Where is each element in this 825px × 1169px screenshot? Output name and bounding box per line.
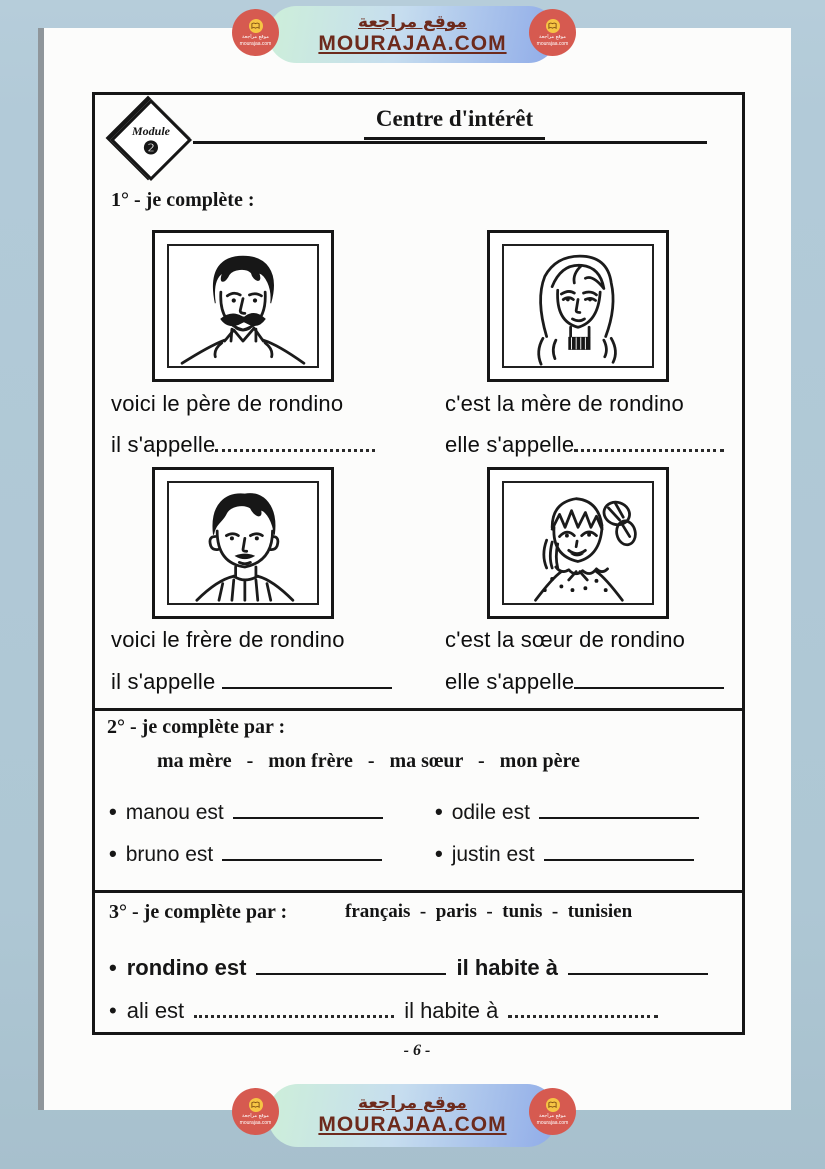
banner-site-link[interactable]: MOURAJAA.COM — [318, 32, 507, 56]
book-icon — [249, 1098, 263, 1112]
top-banner-pill — [268, 6, 557, 63]
fill-in-blank — [568, 953, 708, 975]
item-text: bruno est — [125, 843, 214, 866]
father-portrait-image — [167, 244, 319, 368]
sister-portrait-image — [502, 481, 654, 605]
exercise2-heading: 2° - je complète par : — [107, 716, 286, 738]
brother-portrait-image — [167, 481, 319, 605]
sister-prompt: elle s'appelle — [445, 669, 575, 694]
logo-arabic-text: موقع مراجعة — [539, 33, 566, 40]
module-badge — [105, 97, 197, 189]
mourajaa-logo[interactable] — [232, 1088, 279, 1135]
sister-caption: c'est la sœur de rondino — [445, 627, 686, 652]
page-title: Centre d'intérêt — [364, 106, 545, 140]
item-text: justin est — [451, 843, 535, 866]
bullet-icon: • — [435, 841, 443, 866]
bullet-icon: • — [435, 799, 443, 824]
exercise2-item — [109, 839, 382, 867]
mother-prompt: elle s'appelle — [445, 432, 575, 457]
section-divider — [95, 890, 742, 893]
fill-in-blank — [544, 839, 694, 861]
father-caption: voici le père de rondino — [111, 391, 344, 416]
banner-arabic-link[interactable]: موقع مراجعة — [358, 1092, 467, 1113]
module-number: ❷ — [142, 137, 160, 158]
logo-arabic-text: موقع مراجعة — [242, 33, 269, 40]
title-rule-line — [193, 141, 707, 144]
fill-in-blank — [222, 839, 382, 861]
mother-answer-line — [445, 429, 724, 458]
exercise3-row — [109, 953, 708, 981]
brother-answer-line — [111, 667, 392, 695]
module-label: Module — [131, 123, 170, 138]
brother-caption: voici le frère de rondino — [111, 627, 345, 652]
mother-portrait-image — [502, 244, 654, 368]
exercise3-heading: 3° - je complète par : — [109, 901, 288, 923]
banner-site-link[interactable]: MOURAJAA.COM — [318, 1113, 507, 1137]
father-answer-line — [111, 429, 375, 458]
page-number: - 6 - — [403, 1042, 431, 1059]
mourajaa-logo[interactable] — [529, 9, 576, 56]
book-icon — [249, 19, 263, 33]
logo-arabic-text: موقع مراجعة — [539, 1112, 566, 1119]
logo-site-text: mourajaa.com — [239, 1119, 272, 1126]
father-picture-frame — [152, 230, 334, 382]
fill-in-blank — [222, 667, 392, 689]
logo-site-text: mourajaa.com — [536, 1119, 569, 1126]
fill-in-blank — [508, 995, 658, 1018]
exercise3-word-bank: français - paris - tunis - tunisien — [345, 901, 633, 922]
fill-in-blank — [256, 953, 446, 975]
bullet-icon: • — [109, 841, 117, 866]
row-lead-text: ali est — [126, 998, 185, 1023]
exercise2-item — [435, 797, 699, 825]
section-divider — [95, 708, 742, 711]
row-lead-text: rondino est — [126, 955, 247, 980]
mourajaa-logo[interactable] — [232, 9, 279, 56]
mourajaa-logo[interactable] — [529, 1088, 576, 1135]
exercise2-item — [435, 839, 694, 867]
logo-arabic-text: موقع مراجعة — [242, 1112, 269, 1119]
mother-picture-frame — [487, 230, 669, 382]
bullet-icon: • — [109, 799, 117, 824]
fill-in-blank — [539, 797, 699, 819]
exercise2-item — [109, 797, 383, 825]
fill-in-blank — [574, 667, 724, 689]
father-prompt: il s'appelle — [111, 432, 216, 457]
book-icon — [546, 1098, 560, 1112]
fill-in-blank — [233, 797, 383, 819]
exercise3-row — [109, 995, 658, 1024]
fill-in-blank — [574, 429, 724, 452]
fill-in-blank — [215, 429, 375, 452]
book-icon — [546, 19, 560, 33]
logo-site-text: mourajaa.com — [239, 40, 272, 47]
exercise2-word-bank: ma mère - mon frère - ma sœur - mon père — [157, 750, 580, 772]
item-text: manou est — [125, 801, 224, 824]
sister-picture-frame — [487, 467, 669, 619]
worksheet-frame — [92, 92, 745, 1035]
fill-in-blank — [194, 995, 394, 1018]
bullet-icon: • — [109, 998, 117, 1023]
brother-prompt: il s'appelle — [111, 669, 216, 694]
row-tail-text: il habite à — [404, 998, 499, 1023]
banner-arabic-link[interactable]: موقع مراجعة — [358, 11, 467, 32]
brother-picture-frame — [152, 467, 334, 619]
exercise1-heading: 1° - je complète : — [111, 189, 255, 211]
logo-site-text: mourajaa.com — [536, 40, 569, 47]
bottom-banner-pill — [268, 1084, 557, 1147]
row-tail-text: il habite à — [456, 955, 558, 980]
sister-answer-line — [445, 667, 724, 695]
bullet-icon: • — [109, 955, 117, 980]
mother-caption: c'est la mère de rondino — [445, 391, 684, 416]
item-text: odile est — [451, 801, 530, 824]
